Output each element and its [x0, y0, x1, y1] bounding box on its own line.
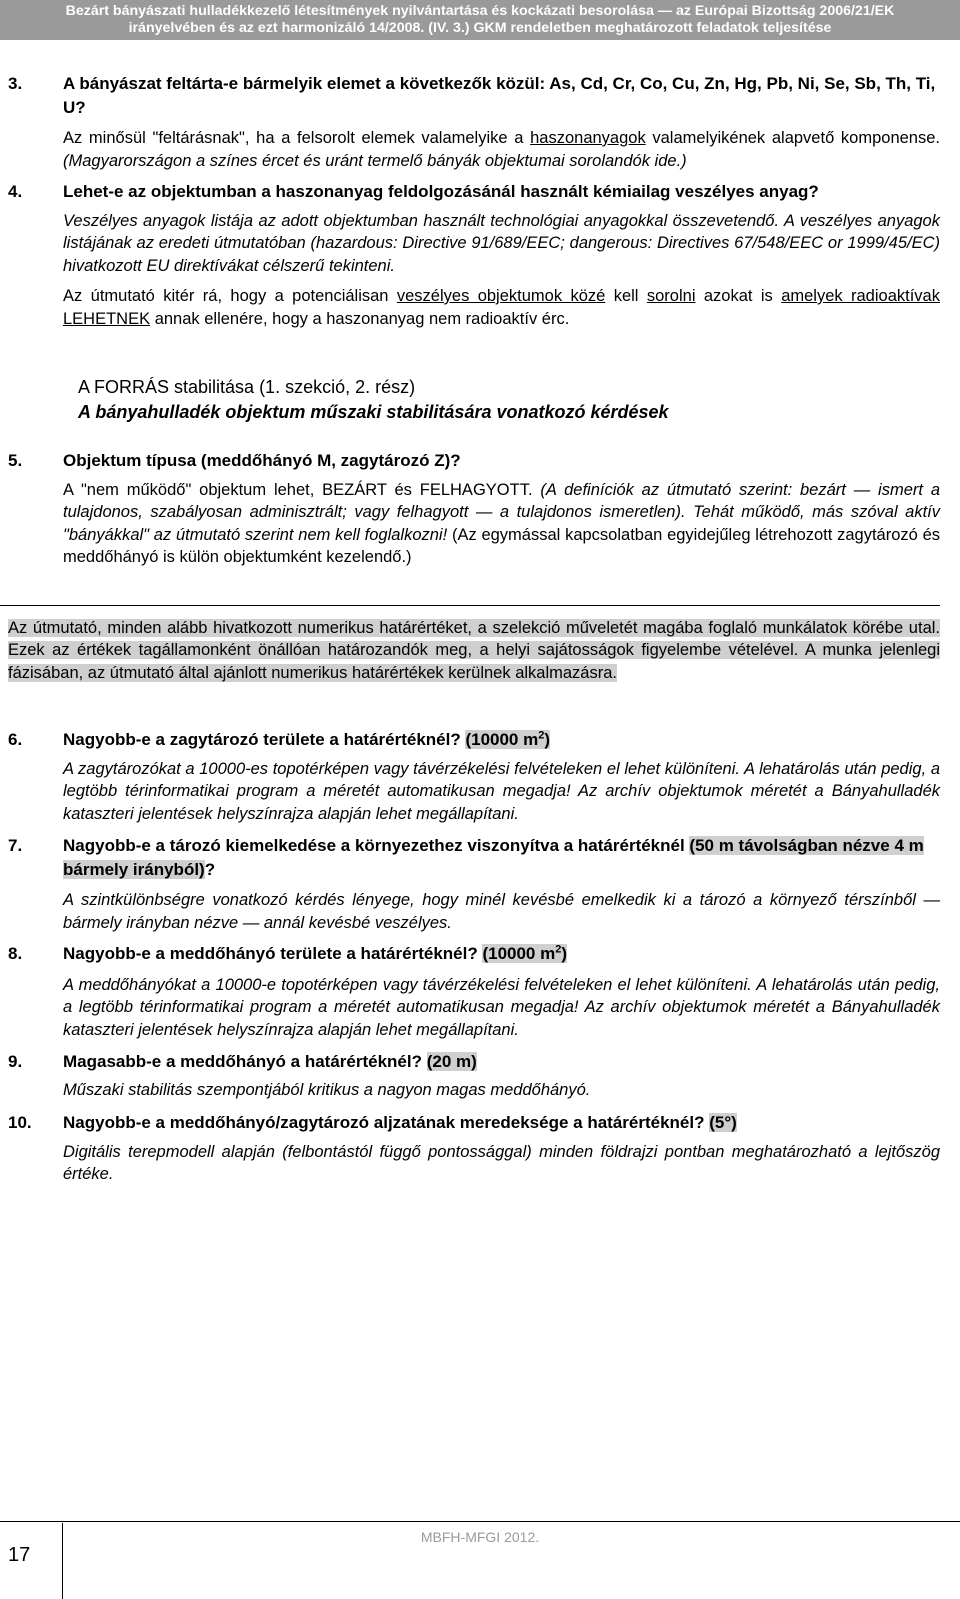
answer-3-underlined: haszonanyagok: [530, 129, 646, 147]
question-7-number: 7.: [8, 836, 23, 855]
answer-4-text-4: annak ellenére, hogy a haszonanyag nem radioaktív érc.: [150, 309, 570, 328]
question-3-text: A bányászat feltárta-e bármelyik elemet a következők közül: As, Cd, Cr, Co, Cu, Zn, Hg, Pb, Ni, Se, Sb, Th, Ti, U?: [63, 74, 936, 117]
answer-3: [8, 127, 940, 172]
answer-5-definitions: (A definíciók az útmutató szerint: bezárt — ismert a tulajdonos, szabályosan adminisztrált; vagy felhagyott — a tulajdonos ismeretlen). Tehát működő, más szóval aktív "bányákkal" az útmutató szerint nem kell foglalkozni!: [63, 480, 940, 544]
question-6-limit: [465, 730, 550, 749]
question-9-limit: (20 m): [426, 1052, 477, 1071]
question-9-number: 9.: [8, 1052, 23, 1071]
answer-4-underlined-3: amelyek radioaktívak LEHETNEK: [63, 287, 940, 328]
header-line-1: Bezárt bányászati hulladékkezelő létesítmények nyilvántartása és kockázati besorolása — az Európai Bizottság 2006/21/EK: [65, 3, 895, 19]
answer-5: [8, 479, 940, 569]
answer-4-paragraph-1: Veszélyes anyagok listája az adott objektumban használt technológiai anyagokkal összevetendő. A veszélyes anyagok listájának az eredeti útmutatóban (hazardous: Directive 91/689/EEC; dangerous: Directives 67/548/EEC or 1999/45/EC) hivatkozott EU direktívákat célszerű tekinteni.: [63, 211, 940, 275]
question-4-number: 4.: [8, 182, 23, 201]
limit-values-note: [8, 617, 940, 685]
question-7: [8, 834, 940, 881]
question-3: [8, 72, 940, 119]
section-subtitle: A bányahulladék objektum műszaki stabilitására vonatkozó kérdések: [78, 402, 669, 422]
answer-5-note: (Az egymással kapcsolatban egyidejűleg létrehozott zagytározó és meddőhányó is külön objektumként kezelendő.): [63, 525, 940, 566]
question-8-limit-exponent: 2: [555, 943, 562, 956]
answer-6: A zagytározókat a 10000-es topotérképen vagy távérzékelési felvételeken el lehet különíteni. A lehatárolás után pedig, a legtöbb térinformatikai program a méretét automatikusan megadja! Az archív objektumok méretét a Bányahulladék kataszteri jelentések helyszínrajza alapján lehet megállapítani.: [63, 759, 940, 823]
answer-4-text: Az útmutató kitér rá, hogy a potenciálisan: [63, 287, 397, 305]
page-body: [8, 72, 940, 1186]
question-4: [8, 180, 940, 204]
answer-9: Műszaki stabilitás szempontjából kritikus a nagyon magas meddőhányó.: [63, 1080, 591, 1099]
question-10-number: 10.: [8, 1113, 32, 1132]
question-5: [8, 449, 940, 473]
question-8-limit-value: (10000 m: [482, 944, 556, 963]
question-10: [8, 1111, 940, 1135]
question-8: [8, 942, 940, 966]
question-10-text: Nagyobb-e a meddőhányó/zagytározó aljzatának meredeksége a határértéknél?: [63, 1113, 710, 1132]
question-7-text: Nagyobb-e a tározó kiemelkedése a környezethez viszonyítva a határértéknél: [63, 836, 690, 855]
answer-7: A szintkülönbségre vonatkozó kérdés lényege, hogy minél kevésbé emelkedik ki a tározó a környező térszínből — bármely irányban nézve — annál kevésbé veszélyes.: [63, 891, 940, 932]
question-4-text: Lehet-e az objektumban a haszonanyag feldolgozásánál használt kémiailag veszélyes anyag?: [63, 182, 819, 201]
question-6-number: 6.: [8, 730, 23, 749]
question-7-limit: (50 m távolságban nézve 4 m bármely irányból): [63, 836, 924, 879]
question-5-number: 5.: [8, 451, 23, 470]
section-title: A FORRÁS stabilitása (1. szekció, 2. rész): [78, 377, 416, 397]
answer-5-text: A "nem működő" objektum lehet, BEZÁRT és FELHAGYOTT.: [63, 480, 541, 499]
answer-8: A meddőhányókat a 10000-e topotérképen vagy távérzékelési felvételeken el lehet különíteni. A lehatárolás után pedig, a legtöbb térinformatikai program a méretét automatikusan megadja! Az archív objektumok méretét a Bányahulladék kataszteri jelentések helyszínrajza alapján lehet megállapítani.: [63, 975, 940, 1039]
footer-text: MBFH-MFGI 2012.: [420, 1529, 540, 1545]
question-6: [8, 728, 940, 752]
document-header: [0, 0, 960, 40]
answer-4-underlined-2: sorolni: [646, 287, 696, 305]
separator-line: [0, 605, 940, 606]
answer-10: Digitális terepmodell alapján (felbontástól függő pontossággal) minden földrajzi pontban meghatározható a lejtőszög értéke.: [63, 1142, 940, 1183]
question-6-limit-value: (10000 m: [465, 730, 539, 749]
header-line-2: irányelvében és az ezt harmonizáló 14/2008. (IV. 3.) GKM rendeletben meghatározott feladatok teljesítése: [128, 19, 832, 36]
answer-4-text-2: kell: [605, 287, 647, 305]
question-9-text: Magasabb-e a meddőhányó a határértéknél?: [63, 1052, 427, 1071]
question-10-limit: (5°): [709, 1113, 737, 1132]
question-5-text: Objektum típusa (meddőhányó M, zagytározó Z)?: [63, 451, 461, 470]
footer-separator: [0, 1521, 960, 1522]
question-8-number: 8.: [8, 944, 23, 963]
question-7-end: ?: [204, 859, 216, 879]
question-8-limit-close: ): [561, 944, 568, 963]
question-8-text: Nagyobb-e a meddőhányó területe a határértéknél?: [63, 944, 483, 963]
question-8-limit: [482, 944, 567, 963]
answer-4-text-3: azokat is: [695, 287, 782, 305]
question-6-text: Nagyobb-e a zagytározó területe a határértéknél?: [63, 730, 466, 749]
question-6-limit-close: ): [544, 730, 551, 749]
question-6-limit-exponent: 2: [538, 729, 545, 742]
answer-4-paragraph-2: [8, 285, 940, 330]
answer-3-text: Az minősül "feltárásnak", ha a felsorolt elemek valamelyike a: [63, 129, 531, 147]
answer-3-note: (Magyarországon a színes ércet és uránt termelő bányák objektumai sorolandók ide.): [63, 151, 687, 170]
question-3-number: 3.: [8, 74, 23, 93]
limit-values-note-text: Az útmutató, minden alább hivatkozott numerikus határértéket, a szelekció műveletét magába foglaló munkálatok körébe utal. Ezek az értékek tagállamonként önállóan határozandók meg, a helyi sajátosságok figyelembe vételével. A munka jelenlegi fázisában, az útmutató által ajánlott numerikus határértékek kerülnek alkalmazásra.: [8, 618, 940, 682]
page-number: 17: [8, 1544, 31, 1566]
answer-4-underlined-1: veszélyes objektumok közé: [396, 287, 606, 305]
question-9: [8, 1050, 940, 1074]
answer-3-text-cont: valamelyikének alapvető komponense.: [645, 129, 940, 147]
